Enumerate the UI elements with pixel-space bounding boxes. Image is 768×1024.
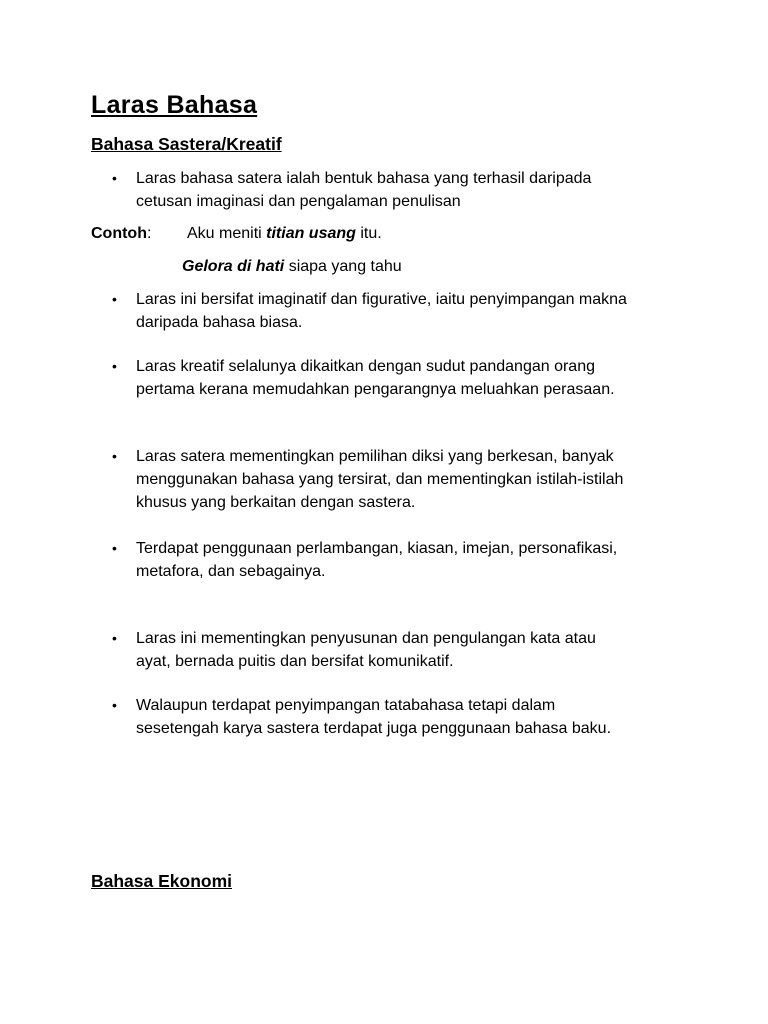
list-item xyxy=(112,288,692,334)
bullet-line: Laras kreatif selalunya dikaitkan dengan sudut pandangan orang xyxy=(136,358,595,375)
list-item xyxy=(112,445,692,514)
section-heading-sastera: Bahasa Sastera/Kreatif xyxy=(91,134,282,154)
bullet-line: menggunakan bahasa yang tersirat, dan mementingkan istilah-istilah xyxy=(136,471,624,488)
example-sentence-1 xyxy=(187,223,382,245)
bullet-line: Laras bahasa satera ialah bentuk bahasa yang terhasil daripada xyxy=(136,170,592,187)
bullet-line: sesetengah karya sastera terdapat juga penggunaan bahasa baku. xyxy=(136,720,612,737)
list-item xyxy=(112,355,692,401)
bullet-line: Terdapat penggunaan perlambangan, kiasan, imejan, personafikasi, xyxy=(136,540,618,557)
bullet-icon: • xyxy=(112,170,117,186)
bullet-icon: • xyxy=(112,697,117,713)
bullet-line: ayat, bernada puitis dan bersifat komunikatif. xyxy=(136,653,454,670)
bullet-icon: • xyxy=(112,540,117,556)
list-item xyxy=(112,694,692,740)
example-text: Aku meniti xyxy=(187,225,267,242)
bullet-line: Laras ini bersifat imaginatif dan figurative, iaitu penyimpangan makna xyxy=(136,291,627,308)
example-text: itu. xyxy=(355,225,382,242)
list-item xyxy=(112,537,692,583)
list-item xyxy=(112,627,692,673)
bullet-line: khusus yang berkaitan dengan sastera. xyxy=(136,494,416,511)
example-colon: : xyxy=(146,225,152,242)
list-item-intro xyxy=(112,167,692,213)
bullet-line: Walaupun terdapat penyimpangan tatabahasa tetapi dalam xyxy=(136,697,556,714)
section-heading-ekonomi: Bahasa Ekonomi xyxy=(91,871,233,891)
bullet-icon: • xyxy=(112,291,117,307)
bullet-line: Laras satera mementingkan pemilihan diksi yang berkesan, banyak xyxy=(136,448,614,465)
example-label: Contoh xyxy=(91,225,147,242)
bullet-line: metafora, dan sebagainya. xyxy=(136,563,326,580)
bullet-line: daripada bahasa biasa. xyxy=(136,314,303,331)
example-emphasis: Gelora di hati xyxy=(182,258,285,275)
bullet-line: pertama kerana memudahkan pengarangnya meluahkan perasaan. xyxy=(136,381,615,398)
bullet-line: cetusan imaginasi dan pengalaman penulisan xyxy=(136,193,461,210)
example-line-1 xyxy=(91,223,151,245)
example-sentence-2 xyxy=(182,256,402,278)
bullet-icon: • xyxy=(112,358,117,374)
example-emphasis: titian usang xyxy=(266,225,356,242)
page-title: Laras Bahasa xyxy=(91,91,258,119)
bullet-line: Laras ini mementingkan penyusunan dan pengulangan kata atau xyxy=(136,630,596,647)
bullet-icon: • xyxy=(112,448,117,464)
bullet-icon: • xyxy=(112,630,117,646)
example-text: siapa yang tahu xyxy=(284,258,402,275)
